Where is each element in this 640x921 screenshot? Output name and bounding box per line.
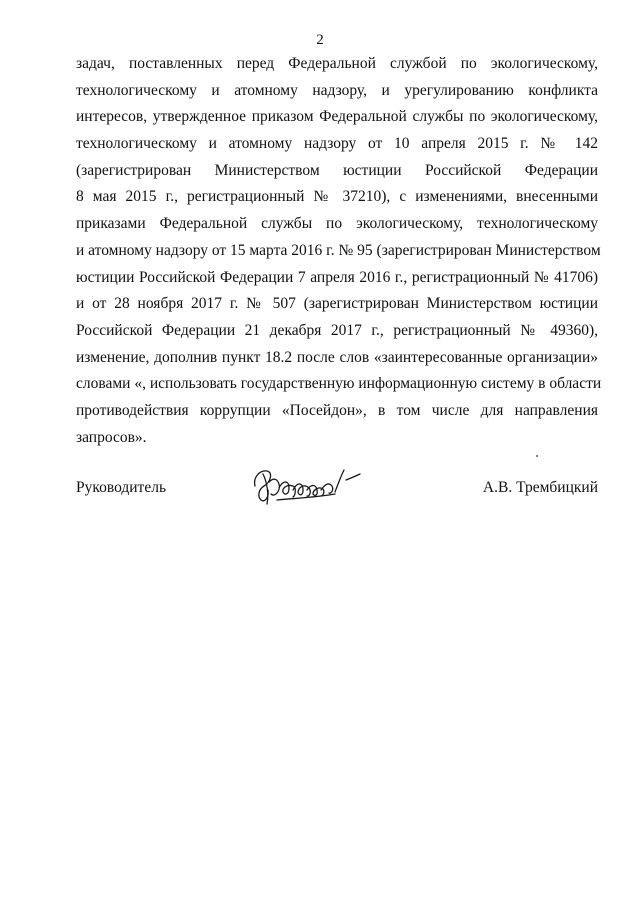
signatory-title: Руководитель: [76, 479, 167, 496]
body-line: юстиции Российской Федерации 7 апреля 2016 г., регистрационный № 41706): [76, 268, 598, 286]
page-number: 2: [316, 32, 324, 48]
body-line: технологическому и атомному надзору, и урегулированию конфликта: [76, 81, 598, 99]
body-line: технологическому и атомному надзору от 10 апреля 2015 г. № 142: [76, 135, 598, 153]
body-line: словами «, использовать государственную информационную систему в области: [76, 375, 602, 393]
body-line: и атомному надзору от 15 марта 2016 г. № 95 (зарегистрирован Министерством: [76, 241, 601, 259]
body-line: интересов, утвержденное приказом Федеральной службы по экологическому,: [76, 108, 598, 126]
scan-speck: [536, 455, 538, 457]
body-line: запросов».: [76, 428, 147, 446]
body-line: (зарегистрирован Министерством юстиции Российской Федерации: [76, 161, 598, 179]
body-line: 8 мая 2015 г., регистрационный № 37210), с изменениями, внесенными: [76, 188, 598, 206]
body-text: [76, 51, 602, 451]
body-line: задач, поставленных перед Федеральной службой по экологическому,: [76, 55, 598, 72]
body-line: изменение, дополнив пункт 18.2 после слов «заинтересованные организации»: [76, 348, 598, 366]
body-line: и от 28 ноября 2017 г. № 507 (зарегистрирован Министерством юстиции: [76, 295, 598, 313]
handwritten-signature: [249, 464, 364, 508]
body-line: приказами Федеральной службы по экологическому, технологическому: [76, 215, 598, 233]
body-line: Российской Федерации 21 декабря 2017 г., регистрационный № 49360),: [76, 321, 598, 339]
body-line: противодействия коррупции «Посейдон», в том числе для направления: [76, 401, 598, 419]
signatory-name: А.В. Трембицкий: [482, 479, 598, 496]
